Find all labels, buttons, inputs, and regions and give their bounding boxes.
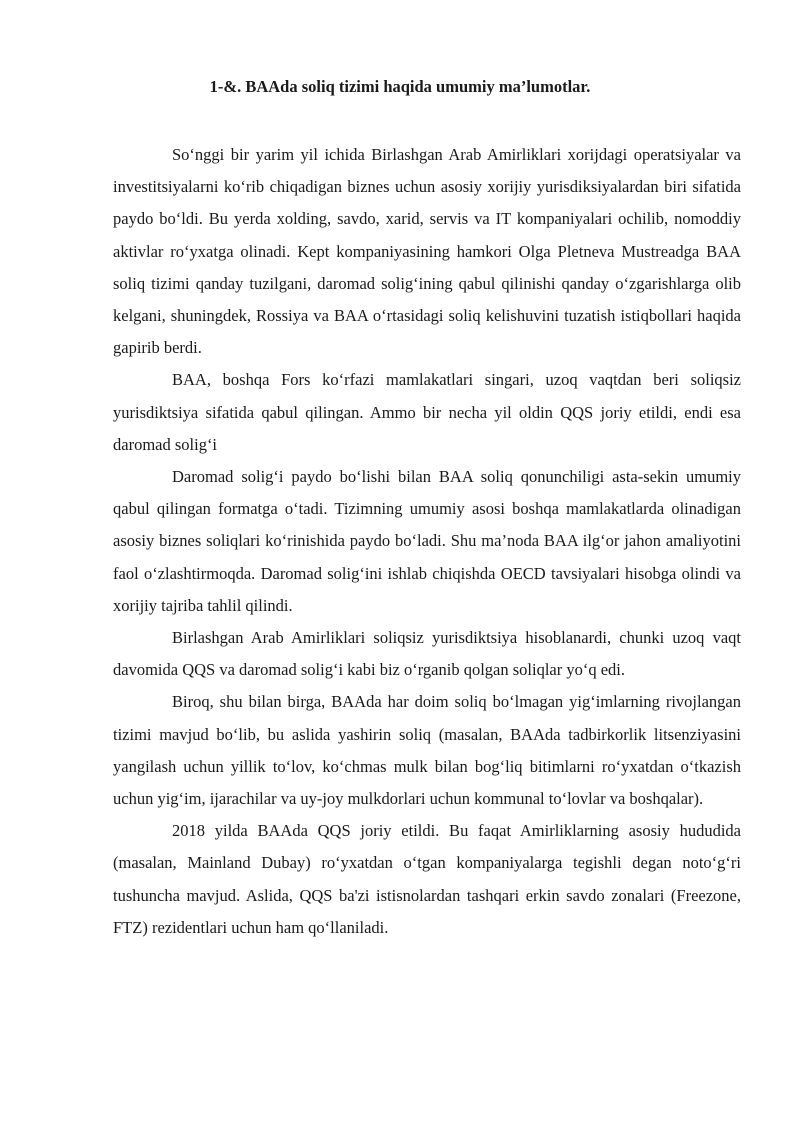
paragraph: Biroq, shu bilan birga, BAAda har doim soliq bo‘lmagan yig‘imlarning rivojlangan tizimi mavjud bo‘lib, bu aslida yashirin soliq (masalan, BAAda tadbirkorlik litsenziyasini yangilash uchun yillik to‘lov, ko‘chmas mulk bilan bog‘liq bitimlarni ro‘yxatdan o‘tkazish uchun yig‘im, ijarachilar va uy-joy mulkdorlari uchun kommunal to‘lovlar va boshqalar). [113,692,741,809]
paragraph: BAA, boshqa Fors ko‘rfazi mamlakatlari singari, uzoq vaqtdan beri soliqsiz yurisdiktsiya sifatida qabul qilingan. Ammo bir necha yil oldin QQS joriy etildi, endi esa daromad solig‘i [113,370,741,454]
section-title: 1-&. BAAda soliq tizimi haqida umumiy ma’lumotlar. [209,77,591,96]
paragraph: Daromad solig‘i paydo bo‘lishi bilan BAA soliq qonunchiligi asta-sekin umumiy qabul qilingan formatga o‘tadi. Tizimning umumiy asosi boshqa mamlakatlarda olinadigan asosiy biznes soliqlari ko‘rinishida paydo bo‘ladi. Shu ma’noda BAA ilg‘or jahon amaliyotini faol o‘zlashtirmoqda. Daromad solig‘ini ishlab chiqishda OECD tavsiyalari hisobga olindi va xorijiy tajriba tahlil qilindi. [113,467,741,615]
paragraph: Birlashgan Arab Amirliklari soliqsiz yurisdiktsiya hisoblanardi, chunki uzoq vaqt davomida QQS va daromad solig‘i kabi biz o‘rganib qolgan soliqlar yo‘q edi. [113,628,741,680]
paragraph: So‘nggi bir yarim yil ichida Birlashgan Arab Amirliklari xorijdagi operatsiyalar va investitsiyalarni ko‘rib chiqadigan biznes uchun asosiy xorijiy yurisdiksiyalardan biri sifatida paydo bo‘ldi. Bu yerda xolding, savdo, xarid, servis va IT kompaniyalari ochilib, nomoddiy aktivlar ro‘yxatga olinadi. Kept kompaniyasining hamkori Olga Pletneva Mustreadga BAA soliq tizimi qanday tuzilgani, daromad solig‘ining qabul qilinishi qanday o‘zgarishlarga olib kelgani, shuningdek, Rossiya va BAA o‘rtasidagi soliq kelishuvini tuzatish istiqbollari haqida gapirib berdi. [113,145,741,358]
paragraph: 2018 yilda BAAda QQS joriy etildi. Bu faqat Amirliklarning asosiy hududida (masalan, Mainland Dubay) ro‘yxatdan o‘tgan kompaniyalarga tegishli degan noto‘g‘ri tushuncha mavjud. Aslida, QQS ba'zi istisnolardan tashqari erkin savdo zonalari (Freezone, FTZ) rezidentlari uchun ham qo‘llaniladi. [113,821,741,937]
body-text [113,139,741,944]
